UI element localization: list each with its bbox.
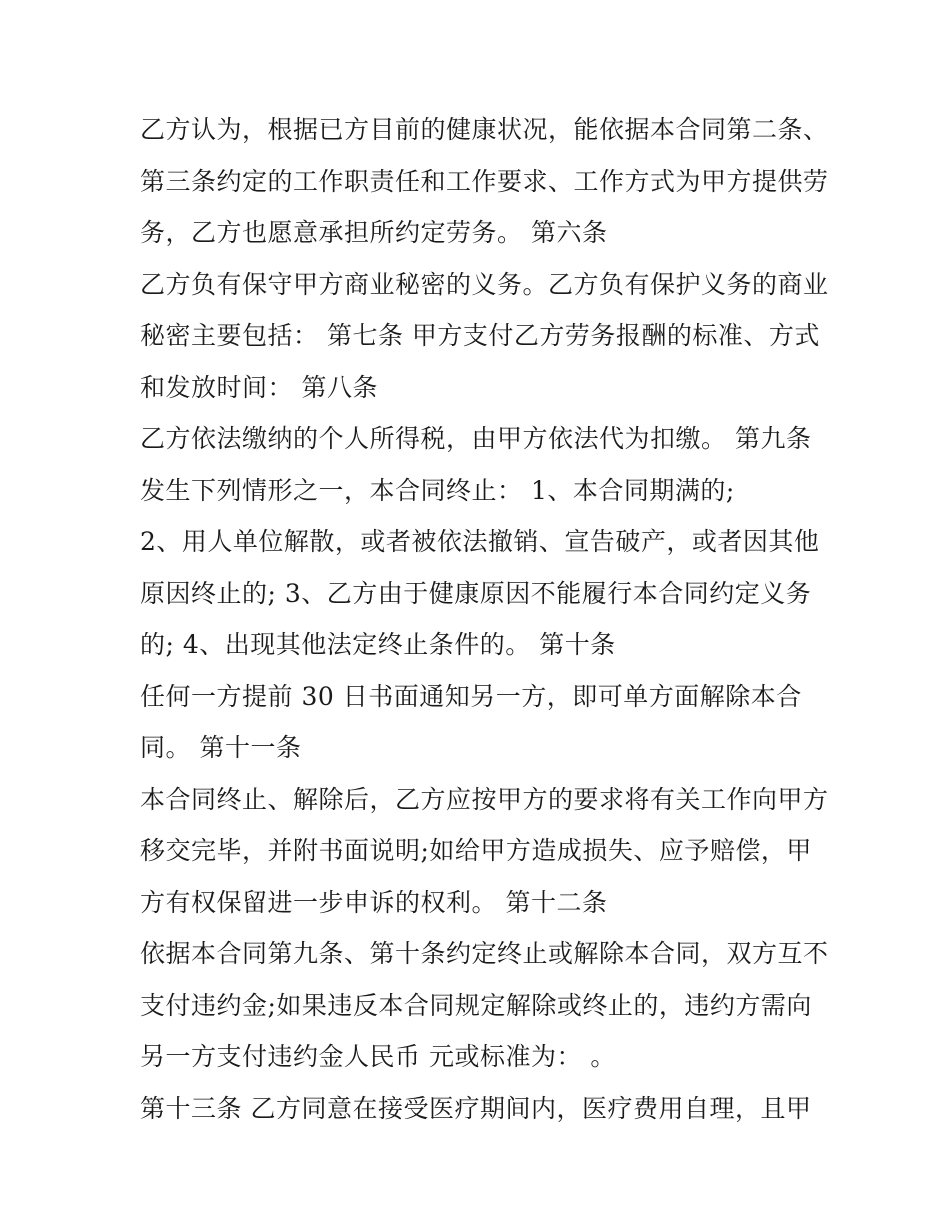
text-line: 乙方依法缴纳的个人所得税，由甲方依法代为扣缴。 第九条	[140, 424, 812, 453]
text-line: 和发放时间： 第八条	[140, 372, 378, 402]
text-line: 原因终止的; 3、乙方由于健康原因不能履行本合同约定义务	[140, 578, 812, 608]
contract-text	[140, 104, 830, 1134]
text-line: 本合同终止、解除后，乙方应按甲方的要求将有关工作向甲方	[140, 784, 829, 814]
text-line: 乙方认为，根据已方目前的健康状况，能依据本合同第二条、	[140, 115, 829, 144]
text-line: 第三条约定的工作职责任和工作要求、工作方式为甲方提供劳	[140, 166, 829, 196]
text-line: 乙方负有保守甲方商业秘密的义务。乙方负有保护义务的商业	[140, 269, 829, 299]
text-line: 方有权保留进一步申诉的权利。 第十二条	[140, 887, 608, 917]
text-line: 秘密主要包括： 第七条 甲方支付乙方劳务报酬的标准、方式	[140, 321, 820, 350]
text-line: 第十三条 乙方同意在接受医疗期间内，医疗费用自理，且甲	[140, 1093, 812, 1123]
text-line: 务，乙方也愿意承担所约定劳务。 第六条	[140, 218, 608, 247]
text-line: 另一方支付违约金人民币 元或标准为： 。	[140, 1042, 616, 1071]
text-line: 移交完毕，并附书面说明;如给甲方造成损失、应予赔偿，甲	[140, 836, 812, 865]
text-line: 同。 第十一条	[140, 733, 302, 762]
text-line: 任何一方提前 30 日书面通知另一方，即可单方面解除本合	[140, 681, 802, 711]
text-line: 依据本合同第九条、第十条约定终止或解除本合同，双方互不	[140, 939, 829, 968]
text-line: 发生下列情形之一，本合同终止： 1、本合同期满的;	[140, 475, 735, 505]
text-line: 支付违约金;如果违反本合同规定解除或终止的，违约方需向	[140, 990, 812, 1020]
text-line: 的; 4、出现其他法定终止条件的。 第十条	[140, 630, 616, 659]
text-line: 2、用人单位解散，或者被依法撤销、宣告破产，或者因其他	[140, 527, 820, 556]
